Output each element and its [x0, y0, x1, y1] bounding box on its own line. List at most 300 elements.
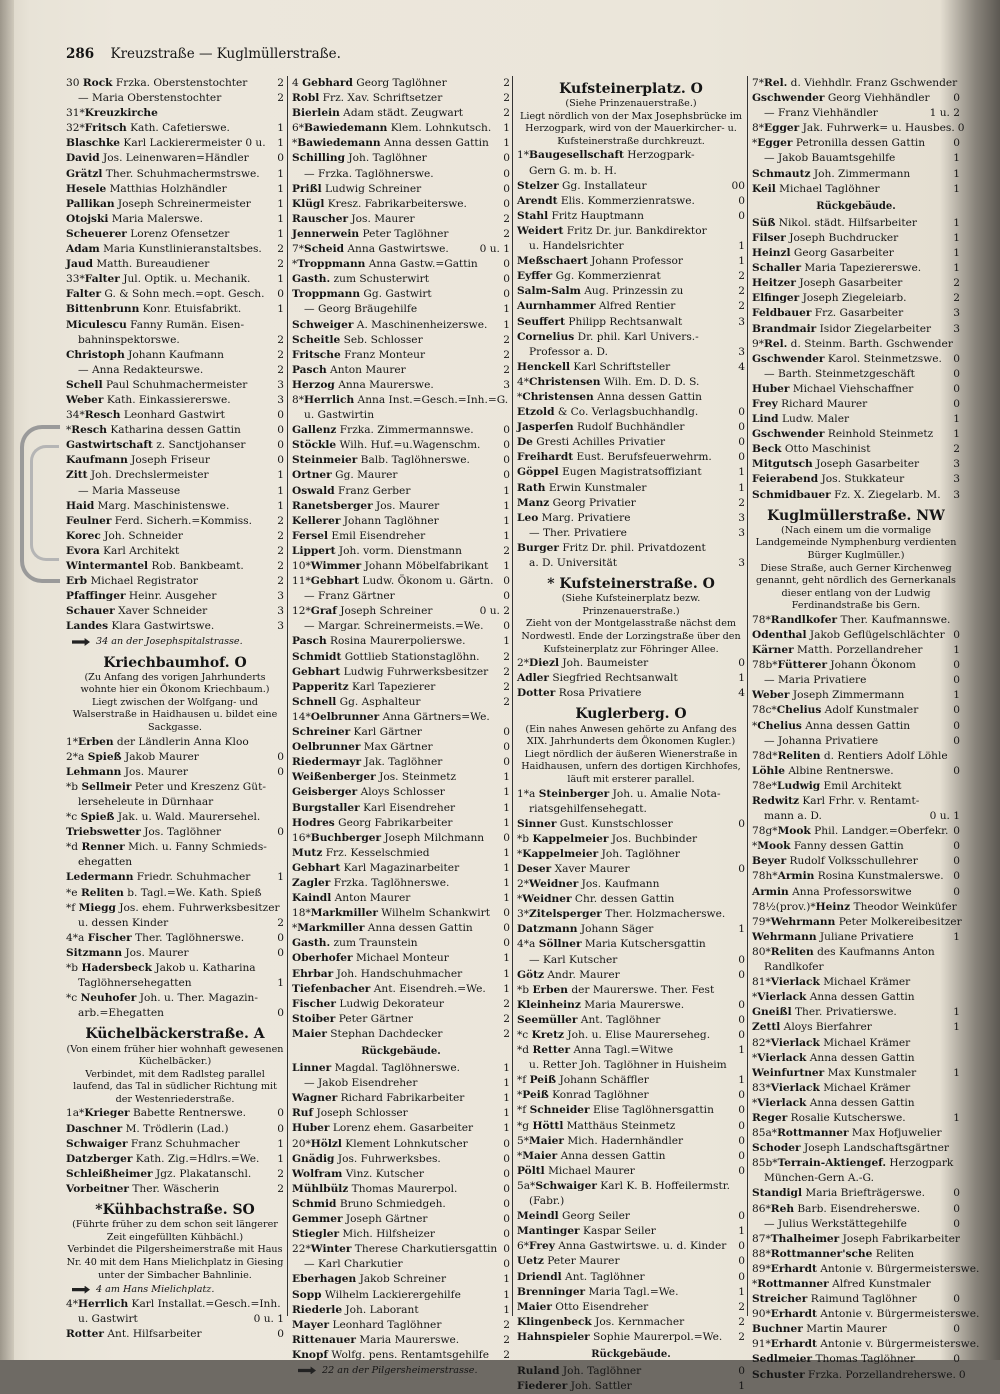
directory-entry	[292, 740, 510, 755]
floor-number: 2	[277, 560, 284, 572]
directory-entry	[66, 438, 284, 453]
floor-number: 1	[503, 137, 510, 150]
column-1	[66, 76, 284, 1342]
floor-number: 1	[277, 871, 284, 884]
directory-entry	[292, 755, 510, 770]
directory-entry	[66, 589, 284, 604]
directory-entry	[292, 302, 510, 317]
directory-entry	[292, 151, 510, 166]
entry-text: — Georg Bräugehilfe	[304, 303, 418, 316]
entry-text: 16*Buchberger Joseph Milchmann	[292, 831, 485, 844]
directory-entry	[752, 322, 960, 337]
entry-text: Schreiner Karl Gärtner	[292, 726, 422, 739]
entry-text: 31*Kreuzkirche	[66, 107, 158, 120]
entry-text: Otojski Maria Malerswe.	[66, 212, 204, 225]
entry-text: u. Retter Joh. Taglöhner in Huisheim	[529, 1059, 727, 1072]
floor-number: 1	[738, 1074, 745, 1087]
entry-text: Christoph Johann Kaufmann	[66, 348, 224, 361]
directory-entry	[66, 765, 284, 780]
section-subheading: Rückgebäude.	[591, 1348, 671, 1360]
directory-entry	[517, 1270, 745, 1285]
directory-entry	[752, 824, 960, 839]
entry-text: *Weidner Chr. dessen Gattin	[517, 893, 675, 906]
entry-text: 5*Maier Mich. Hadernhändler	[517, 1134, 684, 1147]
floor-number: 0	[738, 1119, 745, 1132]
entry-text: 78b*Fütterer Johann Ökonom	[752, 659, 916, 672]
floor-number: 2	[277, 363, 284, 376]
entry-text: Odenthal Jakob Geflügelschlächter	[752, 628, 945, 641]
directory-entry	[752, 1186, 960, 1201]
entry-text: u. Gastwirtin	[304, 409, 375, 422]
entry-text: 22*Winter Therese Charkutiersgattin	[292, 1243, 498, 1256]
entry-text: u. dessen Kinder	[78, 916, 169, 929]
floor-number: 0	[953, 628, 960, 641]
entry-text: Fritsche Franz Monteur	[292, 348, 426, 361]
directory-entry	[292, 514, 510, 529]
entry-text: Fischer Ludwig Dekorateur	[292, 997, 444, 1010]
column-divider	[512, 76, 513, 1316]
floor-number: 3	[277, 605, 284, 618]
directory-entry	[66, 1152, 284, 1167]
page-header	[66, 46, 341, 62]
entry-text: *c Spieß Jak. u. Wald. Maurersehel.	[66, 811, 261, 824]
entry-text: Ruland Joh. Taglöhner	[517, 1365, 642, 1378]
floor-number: 1	[953, 247, 960, 260]
floor-number: 1	[738, 1225, 745, 1238]
entry-text: Rath Erwin Kunstmaler	[517, 481, 647, 494]
floor-number: 0	[738, 1149, 745, 1162]
entry-text: Hahnspieler Sophie Maurerpol.=We.	[517, 1330, 723, 1343]
directory-entry	[517, 420, 745, 435]
floor-number: 0	[738, 1164, 745, 1177]
floor-number: 2	[277, 258, 284, 271]
directory-entry	[517, 1315, 745, 1330]
directory-entry	[66, 453, 284, 468]
floor-number: 1	[277, 273, 284, 286]
entry-text: Weber Kath. Einkassiererswe.	[66, 393, 231, 406]
directory-entry	[292, 529, 510, 544]
entry-text: Beck Otto Maschinist	[752, 443, 871, 456]
entry-text: 85b*Terrain-Aktiengef. Herzogpark	[752, 1157, 954, 1170]
directory-entry	[292, 695, 510, 710]
entry-text: Feldbauer Frz. Gasarbeiter	[752, 307, 904, 320]
floor-number: 2	[277, 348, 284, 361]
entry-text: Stelzer Gg. Installateur	[517, 179, 647, 192]
street-note: (Zu Anfang des vorigen Jahrhunderts wohnte hier ein Ökonom Kriechbaum.)	[80, 671, 270, 696]
entry-text: Geisberger Aloys Schlosser	[292, 786, 445, 799]
floor-number: 0	[738, 1089, 745, 1102]
entry-text: Salm-Salm Aug. Prinzessin zu	[517, 285, 684, 298]
entry-text: 78*Randlkofer Ther. Kaufmannswe.	[752, 613, 951, 626]
entry-text: 4*a Fischer Ther. Taglöhnerswe.	[66, 931, 245, 944]
entry-text: u. Gastwirt	[78, 1313, 138, 1326]
floor-number: 0	[953, 840, 960, 853]
floor-number: 0	[503, 152, 510, 165]
directory-entry	[66, 318, 284, 333]
directory-entry	[66, 810, 284, 825]
entry-text: — Karl Charkutier	[304, 1258, 403, 1271]
directory-entry	[517, 1028, 745, 1043]
entry-text: — Franz Viehhändler	[764, 107, 878, 120]
directory-entry	[292, 906, 510, 921]
entry-text: München-Gern A.-G.	[764, 1172, 874, 1185]
directory-entry	[517, 375, 745, 390]
directory-entry	[66, 76, 284, 91]
floor-number: 0	[503, 1197, 510, 1210]
directory-entry	[752, 794, 960, 809]
floor-number: 0	[503, 726, 510, 739]
directory-entry	[517, 787, 745, 802]
entry-text: mann a. D.	[764, 810, 822, 823]
entry-text: 8*Herrlich Anna Inst.=Gesch.=Inh.=G.	[292, 393, 509, 406]
floor-number: 0	[503, 454, 510, 467]
floor-number: 0	[503, 1137, 510, 1150]
directory-entry	[517, 877, 745, 892]
entry-text: 2*Diezl Joh. Baumeister	[517, 657, 649, 670]
floor-number: 2	[503, 680, 510, 693]
directory-entry	[752, 1202, 960, 1217]
directory-entry	[517, 1058, 745, 1073]
floor-number: 1	[503, 1077, 510, 1090]
floor-number: 0	[503, 273, 510, 286]
directory-entry	[66, 499, 284, 514]
floor-number: 0	[958, 1368, 966, 1381]
entry-text: Evora Karl Architekt	[66, 544, 180, 557]
directory-entry	[517, 1013, 745, 1028]
entry-text: Pallikan Joseph Schreinermeister	[66, 197, 251, 210]
floor-number: 0	[738, 1104, 745, 1117]
entry-text: 18*Markmiller Wilhelm Schankwirt	[292, 907, 490, 920]
floor-number: 0	[277, 424, 284, 437]
directory-entry	[752, 261, 960, 276]
floor-number: 0	[738, 406, 745, 419]
entry-text: Eberhagen Jakob Schreiner	[292, 1273, 447, 1286]
floor-number: 0	[277, 946, 284, 959]
entry-text: *Vierlack Anna dessen Gattin	[752, 1096, 915, 1109]
entry-text: — Barth. Steinmetzgeschäft	[764, 367, 915, 380]
directory-entry	[752, 764, 960, 779]
entry-text: Schoder Joseph Landschaftsgärtner	[752, 1142, 949, 1155]
floor-number: 1	[953, 1066, 960, 1079]
entry-text: Ehrbar Joh. Handschuhmacher	[292, 967, 463, 980]
directory-entry	[752, 382, 960, 397]
entry-text: Burgstaller Karl Eisendreher	[292, 801, 456, 814]
directory-entry	[292, 438, 510, 453]
floor-number: 0	[738, 1134, 745, 1147]
directory-entry	[292, 816, 510, 831]
directory-entry	[517, 360, 745, 375]
floor-number: 1	[738, 466, 745, 479]
directory-entry	[66, 302, 284, 317]
entry-text: Mayer Leonhard Taglöhner	[292, 1318, 442, 1331]
directory-entry	[66, 916, 284, 931]
directory-entry	[292, 574, 510, 589]
entry-text: Riederle Joh. Laborant	[292, 1303, 419, 1316]
directory-entry	[752, 854, 960, 869]
directory-entry	[752, 915, 960, 930]
directory-entry	[292, 997, 510, 1012]
floor-number: 1	[738, 672, 745, 685]
directory-entry	[292, 1121, 510, 1136]
entry-text: bahninspektorswe.	[78, 333, 180, 346]
directory-entry	[66, 197, 284, 212]
directory-entry	[752, 457, 960, 472]
directory-entry	[517, 937, 745, 952]
entry-text: Erb Michael Registrator	[66, 575, 198, 588]
directory-entry	[752, 1368, 966, 1383]
directory-entry	[752, 1292, 960, 1307]
entry-text: Troppmann Gg. Gastwirt	[292, 288, 432, 301]
directory-entry	[517, 922, 745, 937]
directory-entry	[752, 658, 960, 673]
floor-number: 0	[503, 590, 510, 603]
floor-number: 3	[277, 393, 284, 406]
floor-number: 0	[738, 451, 745, 464]
entry-text: Pasch Anton Maurer	[292, 363, 406, 376]
entry-text: — Karl Kutscher	[529, 953, 618, 966]
directory-entry	[66, 1006, 284, 1021]
directory-entry	[517, 1254, 745, 1269]
floor-number: 1	[953, 262, 960, 275]
section-subheading: Rückgebäude.	[361, 1046, 441, 1057]
directory-entry	[292, 710, 510, 725]
pointing-hand-icon	[72, 1286, 90, 1294]
floor-number: 1	[277, 227, 284, 240]
floor-number: 1	[503, 1092, 510, 1105]
floor-number: 0	[953, 1293, 960, 1306]
entry-text: Stiegler Mich. Hilfsheizer	[292, 1228, 435, 1241]
floor-number: 2	[503, 665, 510, 678]
floor-number: 4	[738, 360, 745, 373]
entry-text: David Jos. Leinenwaren=Händler	[66, 152, 249, 165]
floor-number: 3	[738, 315, 745, 328]
entry-text: Lippert Joh. vorm. Dienstmann	[292, 544, 462, 557]
entry-text: *Chelius Anna dessen Gattin	[752, 719, 911, 732]
floor-number: 0 u. 1	[479, 243, 510, 256]
floor-number: 0	[953, 1323, 960, 1336]
floor-number: 0	[953, 1217, 960, 1230]
directory-entry	[517, 239, 745, 254]
entry-text: Miculescu Fanny Rumän. Eisen-	[66, 318, 245, 331]
entry-text: Gebhart Ludwig Fuhrwerksbesitzer	[292, 665, 489, 678]
floor-number: 1	[503, 861, 510, 874]
floor-number: 0	[503, 907, 510, 920]
entry-text: 8*Egger Jak. Fuhrwerk= u. Hausbes.	[752, 122, 955, 135]
entry-text: Gemmer Joseph Gärtner	[292, 1213, 428, 1226]
floor-number: 0	[953, 825, 960, 838]
entry-text: *c Neuhofer Joh. u. Ther. Magazin-	[66, 992, 258, 1005]
directory-entry	[66, 227, 284, 242]
entry-text: *b Hadersbeck Jakob u. Katharina	[66, 962, 256, 975]
entry-text: 81*Vierlack Michael Krämer	[752, 976, 911, 989]
directory-entry	[517, 315, 745, 330]
entry-text: Kaindl Anton Maurer	[292, 892, 411, 905]
floor-number: 0	[503, 167, 510, 180]
directory-entry	[752, 1171, 960, 1186]
entry-text: Gschwender Reinhold Steinmetz	[752, 428, 934, 441]
directory-entry	[66, 1167, 284, 1182]
floor-number: 0	[953, 719, 960, 732]
entry-text: arb.=Ehegatten	[78, 1007, 164, 1020]
floor-number: 0	[738, 862, 745, 875]
directory-entry	[752, 885, 960, 900]
reference-text: 4 am Hans Mielichplatz.	[96, 1284, 215, 1296]
floor-number: 1	[503, 1107, 510, 1120]
entry-text: Sitzmann Jos. Maurer	[66, 946, 189, 959]
entry-text: Huber Michael Viehschaffner	[752, 382, 914, 395]
directory-entry	[292, 1318, 510, 1333]
entry-text: 4*Herrlich Karl Installat.=Gesch.=Inh.	[66, 1298, 281, 1311]
entry-text: Redwitz Karl Frhr. v. Rentamt-	[752, 795, 920, 807]
directory-entry	[752, 1066, 960, 1081]
floor-number: 0	[503, 439, 510, 452]
directory-entry	[752, 427, 960, 442]
pointing-hand-icon	[72, 638, 90, 646]
floor-number: 2	[503, 107, 510, 120]
floor-number: 0	[738, 953, 745, 966]
directory-entry	[517, 496, 745, 511]
directory-entry	[66, 886, 284, 901]
entry-text: Bierlein Adam städt. Zeugwart	[292, 107, 464, 120]
directory-entry	[752, 779, 960, 794]
entry-text: *Maier Anna dessen Gattin	[517, 1149, 666, 1162]
entry-text: Schaller Maria Tapeziererswe.	[752, 262, 922, 275]
directory-entry	[517, 284, 745, 299]
entry-text: 2*Weidner Jos. Kaufmann	[517, 878, 660, 891]
directory-entry	[292, 423, 510, 438]
directory-entry	[517, 802, 745, 817]
entry-text: Kärner Matth. Porzellandreher	[752, 644, 923, 657]
directory-entry	[517, 209, 745, 224]
entry-text: Buchner Martin Maurer	[752, 1323, 887, 1336]
entry-text: Schwaiger Franz Schuhmacher	[66, 1137, 240, 1150]
directory-entry	[752, 76, 960, 91]
entry-text: Stoiber Peter Gärtner	[292, 1012, 413, 1025]
floor-number: 1	[277, 484, 284, 497]
entry-text: — Margar. Schreinermeists.=We.	[304, 620, 484, 633]
entry-text: Scheuerer Lorenz Ofensetzer	[66, 227, 230, 240]
directory-entry	[66, 212, 284, 227]
floor-number: 1	[953, 644, 960, 657]
street-note: Liegt zwischen der Wolfgang- und Walserstraße in Haidhausen u. bildet eine Sackgasse.	[72, 696, 278, 734]
floor-number: 1	[503, 801, 510, 814]
directory-entry	[292, 619, 510, 634]
directory-entry	[752, 337, 960, 352]
directory-entry	[517, 998, 745, 1013]
floor-number: 3	[953, 458, 960, 471]
entry-text: Uetz Peter Maurer	[517, 1255, 620, 1268]
entry-text: Scheitle Seb. Schlosser	[292, 333, 423, 346]
floor-number: 0	[953, 659, 960, 672]
directory-entry	[66, 378, 284, 393]
floor-number: 3	[738, 511, 745, 524]
entry-text: — Anna Redakteurswe.	[78, 363, 204, 376]
directory-entry	[292, 1076, 510, 1091]
directory-entry	[292, 559, 510, 574]
entry-text: 1a*Krieger Babette Rentnerswe.	[66, 1107, 246, 1120]
floor-number: 1	[953, 413, 960, 426]
floor-number: 1	[277, 167, 284, 180]
directory-entry	[752, 990, 960, 1005]
directory-entry	[66, 333, 284, 348]
directory-entry	[752, 1036, 960, 1051]
entry-text: Gnädig Jos. Fuhrwerksbes.	[292, 1152, 441, 1165]
directory-entry	[292, 1257, 510, 1272]
directory-entry	[517, 953, 745, 968]
directory-entry	[66, 946, 284, 961]
floor-number: 3	[953, 307, 960, 320]
entry-text: 4*a Söllner Maria Kutschersgattin	[517, 938, 706, 951]
directory-entry	[752, 1322, 960, 1337]
floor-number: 1	[503, 484, 510, 497]
directory-entry	[66, 529, 284, 544]
entry-text: u. Handelsrichter	[529, 240, 624, 253]
entry-text: Kleinheinz Maria Maurerswe.	[517, 998, 685, 1011]
floor-number: 1	[503, 892, 510, 905]
entry-text: Sinner Gust. Kunstschlosser	[517, 817, 673, 830]
entry-text: Mitgutsch Joseph Gasarbeiter	[752, 458, 920, 471]
entry-text: Leo Marg. Privatiere	[517, 511, 631, 524]
floor-number: 2	[277, 1167, 284, 1180]
entry-text: Stahl Fritz Hauptmann	[517, 209, 644, 222]
entry-text: Elfinger Joseph Ziegeleiarb.	[752, 292, 907, 305]
directory-entry	[66, 151, 284, 166]
street-note: Liegt nördlich der äußeren Wienerstraße in Haidhausen, unfern des dortigen Kirchhofes, läuft mit ersterer parallel.	[521, 748, 741, 785]
directory-entry	[66, 121, 284, 136]
directory-entry	[66, 514, 284, 529]
directory-entry	[292, 453, 510, 468]
entry-text: Rotter Ant. Hilfsarbeiter	[66, 1328, 202, 1341]
entry-text: 20*Hölzl Klement Lohnkutscher	[292, 1137, 468, 1150]
directory-entry	[292, 182, 510, 197]
directory-entry	[292, 408, 510, 423]
floor-number: 1	[738, 481, 745, 494]
street-note: (Führte früher zu dem schon seit längerer Zeit eingefüllten Kühbächl.)	[72, 1219, 278, 1243]
street-note: Verbindet die Pilgersheimerstraße mit Haus Nr. 40 mit dem Hans Mielichplatz in Giesing unter der Simbacher Bahnlinie.	[66, 1244, 284, 1281]
entry-text: Kellerer Johann Taglöhner	[292, 514, 439, 527]
floor-number: 0	[738, 968, 745, 981]
directory-entry	[292, 1061, 510, 1076]
entry-text: Oswald Franz Gerber	[292, 484, 411, 497]
directory-entry	[66, 750, 284, 765]
directory-entry	[66, 1182, 284, 1197]
directory-entry	[292, 212, 510, 227]
floor-number: 2	[738, 1300, 745, 1313]
entry-text: 4*Christensen Wilh. Em. D. D. S.	[517, 375, 700, 388]
entry-text: Haid Marg. Maschinistenswe.	[66, 499, 230, 512]
floor-number: 1	[503, 318, 510, 331]
reference-line	[292, 1363, 510, 1378]
entry-text: 1*Baugesellschaft Herzogpark-	[517, 149, 695, 162]
directory-entry	[752, 869, 960, 884]
directory-entry	[66, 901, 284, 916]
entry-text: Riedermayr Jak. Taglöhner	[292, 756, 443, 769]
floor-number: 0	[277, 1107, 284, 1120]
directory-entry	[66, 991, 284, 1006]
directory-entry	[752, 472, 960, 487]
floor-number: 0	[503, 741, 510, 754]
entry-text: 2*a Spieß Jakob Maurer	[66, 750, 199, 763]
floor-number: 2	[503, 695, 510, 708]
floor-number: 0	[953, 137, 960, 150]
floor-number: 1	[953, 1111, 960, 1124]
entry-text: Randlkofer	[764, 961, 824, 974]
entry-text: 33*Falter Jul. Optik. u. Mechanik.	[66, 273, 251, 286]
directory-entry	[292, 484, 510, 499]
directory-entry	[752, 412, 960, 427]
entry-text: Herzog Anna Maurerswe.	[292, 378, 434, 391]
directory-entry	[292, 1167, 510, 1182]
